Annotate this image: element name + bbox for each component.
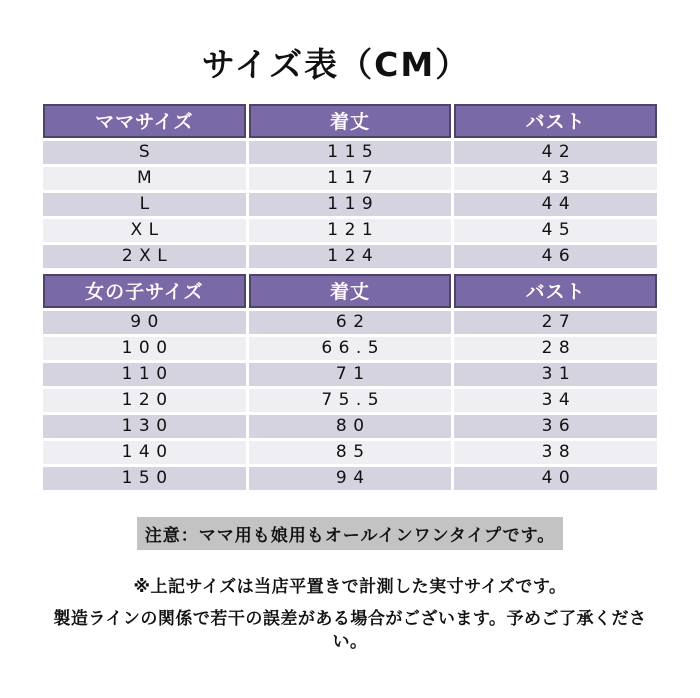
bust-cell: 27 — [454, 311, 657, 334]
footnote-line-1: ※上記サイズは当店平置きで計測した実寸サイズです。 — [133, 576, 567, 597]
size-cell: M — [43, 167, 246, 190]
length-cell: 117 — [249, 167, 452, 190]
size-cell: 140 — [43, 441, 246, 464]
table-row — [43, 467, 657, 490]
column-header-length: 着丈 — [249, 104, 452, 138]
table-row — [43, 415, 657, 438]
bust-cell: 28 — [454, 337, 657, 360]
page-title: サイズ表（CM） — [201, 45, 471, 84]
bust-cell: 36 — [454, 415, 657, 438]
table-header-row — [43, 274, 657, 308]
size-cell: 100 — [43, 337, 246, 360]
note-container — [40, 517, 660, 550]
bust-cell: 44 — [454, 193, 657, 216]
length-cell: 119 — [249, 193, 452, 216]
length-cell: 80 — [249, 415, 452, 438]
length-cell: 85 — [249, 441, 452, 464]
size-cell: L — [43, 193, 246, 216]
size-cell: 90 — [43, 311, 246, 334]
length-cell: 124 — [249, 245, 452, 268]
footnote-line-2: 製造ラインの関係で若干の誤差がある場合がございます。予めご了承ください。 — [53, 608, 647, 652]
column-header-bust: バスト — [454, 274, 657, 308]
table-row — [43, 337, 657, 360]
bust-cell: 42 — [454, 141, 657, 164]
bust-cell: 38 — [454, 441, 657, 464]
size-cell: 130 — [43, 415, 246, 438]
table-row — [43, 245, 657, 268]
note-banner: 注意：ママ用も娘用もオールインワンタイプです。 — [137, 517, 563, 550]
column-header-length: 着丈 — [249, 274, 452, 308]
table-row — [43, 167, 657, 190]
table-row — [43, 219, 657, 242]
length-cell: 66.5 — [249, 337, 452, 360]
bust-cell: 45 — [454, 219, 657, 242]
table-row — [43, 389, 657, 412]
table-header-row — [43, 104, 657, 138]
length-cell: 121 — [249, 219, 452, 242]
size-cell: 150 — [43, 467, 246, 490]
size-table-mama — [40, 101, 660, 271]
table-row — [43, 141, 657, 164]
size-cell: 110 — [43, 363, 246, 386]
size-cell: 2XL — [43, 245, 246, 268]
size-cell: S — [43, 141, 246, 164]
size-table-girl — [40, 271, 660, 493]
table-row — [43, 441, 657, 464]
length-cell: 71 — [249, 363, 452, 386]
table-row — [43, 311, 657, 334]
length-cell: 115 — [249, 141, 452, 164]
length-cell: 75.5 — [249, 389, 452, 412]
length-cell: 94 — [249, 467, 452, 490]
bust-cell: 40 — [454, 467, 657, 490]
table-row — [43, 363, 657, 386]
bust-cell: 34 — [454, 389, 657, 412]
size-cell: XL — [43, 219, 246, 242]
bust-cell: 46 — [454, 245, 657, 268]
footnotes — [40, 576, 660, 654]
bust-cell: 43 — [454, 167, 657, 190]
size-cell: 120 — [43, 389, 246, 412]
table-row — [43, 193, 657, 216]
column-header-girl-size: 女の子サイズ — [43, 274, 246, 308]
column-header-mama-size: ママサイズ — [43, 104, 246, 138]
length-cell: 62 — [249, 311, 452, 334]
column-header-bust: バスト — [454, 104, 657, 138]
bust-cell: 31 — [454, 363, 657, 386]
